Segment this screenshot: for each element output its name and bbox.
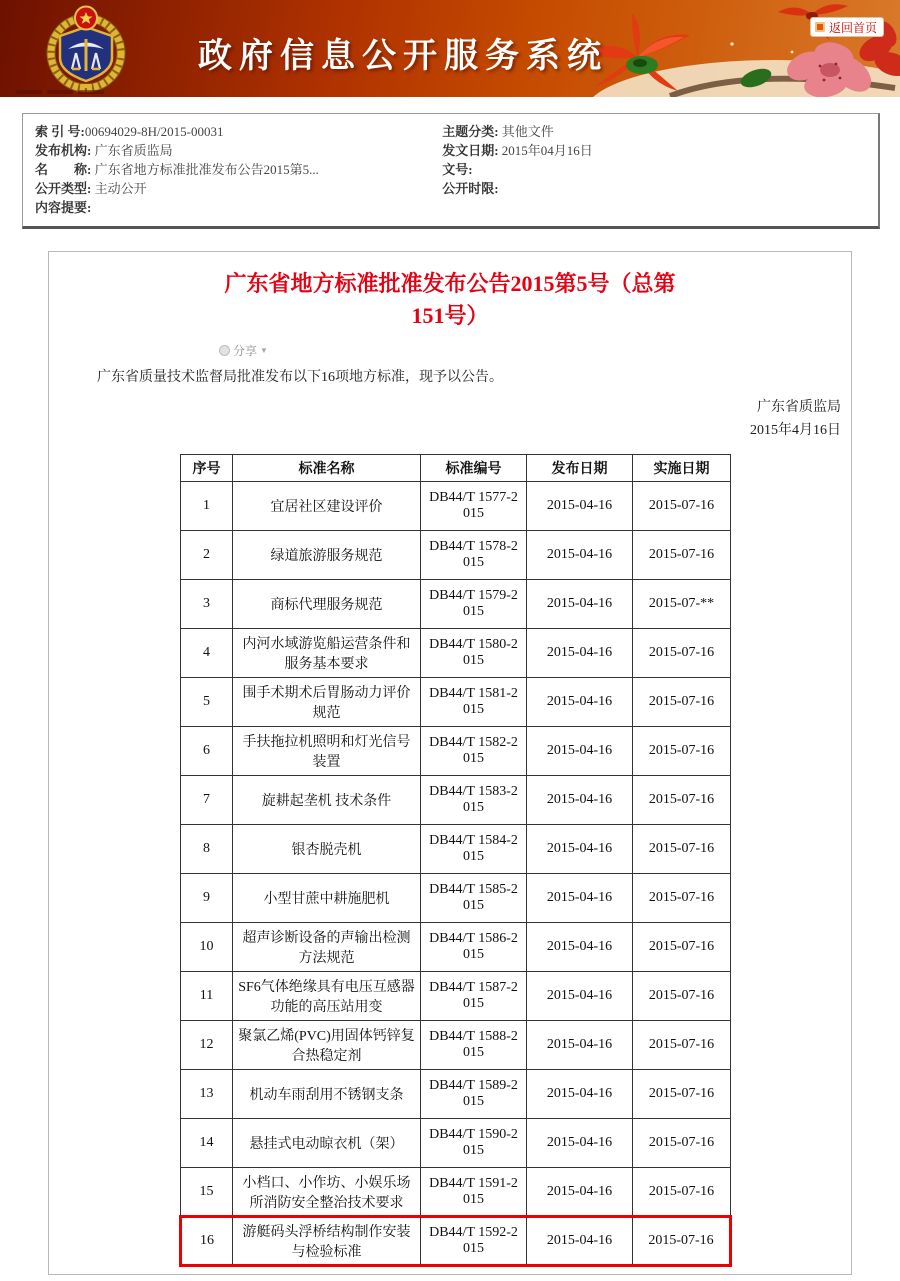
row-seq: 3 bbox=[181, 580, 233, 629]
implement-date: 2015-07-16 bbox=[633, 1168, 731, 1217]
standard-code: DB44/T 1591-2015 bbox=[421, 1168, 527, 1217]
standard-name: 宜居社区建设评价 bbox=[233, 482, 421, 531]
standard-name: SF6气体绝缘具有电压互感器功能的高压站用变 bbox=[233, 972, 421, 1021]
publish-date: 2015-04-16 bbox=[527, 629, 633, 678]
standard-name: 小型甘蔗中耕施肥机 bbox=[233, 874, 421, 923]
share-icon bbox=[219, 345, 230, 356]
return-home-label: 返回首页 bbox=[828, 20, 877, 35]
standard-name: 小档口、小作坊、小娱乐场所消防安全整治技术要求 bbox=[233, 1168, 421, 1217]
share-label: 分享 bbox=[233, 343, 258, 358]
publish-date: 2015-04-16 bbox=[527, 531, 633, 580]
meta-document-name: 名 称: 广东省地方标准批准发布公告2015第5... bbox=[35, 162, 319, 177]
table-row bbox=[181, 1168, 731, 1217]
meta-document-number: 文号: bbox=[442, 162, 473, 177]
row-seq: 7 bbox=[181, 776, 233, 825]
col-header-seq: 序号 bbox=[181, 455, 233, 482]
standard-name: 手扶拖拉机照明和灯光信号装置 bbox=[233, 727, 421, 776]
standard-name: 内河水域游览船运营条件和服务基本要求 bbox=[233, 629, 421, 678]
metadata-left-column bbox=[35, 122, 442, 217]
col-header-implement-date: 实施日期 bbox=[633, 455, 731, 482]
row-seq: 10 bbox=[181, 923, 233, 972]
table-row bbox=[181, 531, 731, 580]
implement-date: 2015-07-16 bbox=[633, 1021, 731, 1070]
row-seq: 5 bbox=[181, 678, 233, 727]
article-content-panel bbox=[48, 251, 852, 1275]
row-seq: 15 bbox=[181, 1168, 233, 1217]
meta-topic-category: 主题分类: 其他文件 bbox=[442, 124, 554, 139]
publish-date: 2015-04-16 bbox=[527, 482, 633, 531]
standards-table bbox=[179, 454, 732, 1267]
implement-date: 2015-07-16 bbox=[633, 923, 731, 972]
document-metadata-panel bbox=[22, 113, 880, 229]
standard-code: DB44/T 1580-2015 bbox=[421, 629, 527, 678]
table-row bbox=[181, 972, 731, 1021]
implement-date: 2015-07-16 bbox=[633, 531, 731, 580]
implement-date: 2015-07-16 bbox=[633, 727, 731, 776]
standard-name: 旋耕起垄机 技术条件 bbox=[233, 776, 421, 825]
table-row bbox=[181, 776, 731, 825]
table-row bbox=[181, 580, 731, 629]
row-seq: 2 bbox=[181, 531, 233, 580]
col-header-standard-name: 标准名称 bbox=[233, 455, 421, 482]
site-header bbox=[0, 0, 900, 97]
implement-date: 2015-07-16 bbox=[633, 1119, 731, 1168]
standard-code: DB44/T 1583-2015 bbox=[421, 776, 527, 825]
row-seq: 11 bbox=[181, 972, 233, 1021]
implement-date: 2015-07-16 bbox=[633, 482, 731, 531]
table-header-row bbox=[181, 455, 731, 482]
agency-emblem-logo bbox=[42, 5, 130, 93]
implement-date: 2015-07-16 bbox=[633, 874, 731, 923]
publish-date: 2015-04-16 bbox=[527, 1168, 633, 1217]
publish-date: 2015-04-16 bbox=[527, 1070, 633, 1119]
publish-date: 2015-04-16 bbox=[527, 580, 633, 629]
meta-index-number: 索 引 号:00694029-8H/2015-00031 bbox=[35, 124, 224, 139]
row-seq: 6 bbox=[181, 727, 233, 776]
implement-date: 2015-07-16 bbox=[633, 1217, 731, 1266]
table-row bbox=[181, 1070, 731, 1119]
standard-code: DB44/T 1587-2015 bbox=[421, 972, 527, 1021]
table-row bbox=[181, 629, 731, 678]
col-header-publish-date: 发布日期 bbox=[527, 455, 633, 482]
standard-code: DB44/T 1589-2015 bbox=[421, 1070, 527, 1119]
return-home-button[interactable] bbox=[810, 17, 884, 37]
standard-code: DB44/T 1585-2015 bbox=[421, 874, 527, 923]
standard-name: 绿道旅游服务规范 bbox=[233, 531, 421, 580]
implement-date: 2015-07-16 bbox=[633, 678, 731, 727]
implement-date: 2015-07-16 bbox=[633, 776, 731, 825]
signature-block bbox=[49, 396, 841, 442]
standard-name: 银杏脱壳机 bbox=[233, 825, 421, 874]
meta-issuing-agency: 发布机构: 广东省质监局 bbox=[35, 143, 173, 158]
meta-disclosure-period: 公开时限: bbox=[442, 181, 499, 196]
standard-code: DB44/T 1588-2015 bbox=[421, 1021, 527, 1070]
publish-date: 2015-04-16 bbox=[527, 727, 633, 776]
share-button[interactable] bbox=[219, 342, 289, 359]
kapok-flowers-decoration bbox=[560, 0, 900, 97]
standard-name: 悬挂式电动晾衣机（架） bbox=[233, 1119, 421, 1168]
table-row bbox=[181, 678, 731, 727]
publish-date: 2015-04-16 bbox=[527, 1021, 633, 1070]
standard-code: DB44/T 1579-2015 bbox=[421, 580, 527, 629]
implement-date: 2015-07-16 bbox=[633, 825, 731, 874]
table-row bbox=[181, 874, 731, 923]
implement-date: 2015-07-16 bbox=[633, 1070, 731, 1119]
announcement-title: 广东省地方标准批准发布公告2015第5号（总第151号） bbox=[224, 271, 676, 328]
table-row bbox=[181, 1021, 731, 1070]
publish-date: 2015-04-16 bbox=[527, 972, 633, 1021]
row-seq: 16 bbox=[181, 1217, 233, 1266]
standard-name: 商标代理服务规范 bbox=[233, 580, 421, 629]
col-header-standard-code: 标准编号 bbox=[421, 455, 527, 482]
standard-name: 超声诊断设备的声输出检测方法规范 bbox=[233, 923, 421, 972]
standard-name: 机动车雨刮用不锈钢支条 bbox=[233, 1070, 421, 1119]
row-seq: 12 bbox=[181, 1021, 233, 1070]
publish-date: 2015-04-16 bbox=[527, 923, 633, 972]
row-seq: 8 bbox=[181, 825, 233, 874]
publish-date: 2015-04-16 bbox=[527, 1217, 633, 1266]
standard-code: DB44/T 1590-2015 bbox=[421, 1119, 527, 1168]
meta-disclosure-type: 公开类型: 主动公开 bbox=[35, 181, 147, 196]
table-row bbox=[181, 482, 731, 531]
standard-code: DB44/T 1584-2015 bbox=[421, 825, 527, 874]
header-fineprint-marks bbox=[16, 90, 104, 94]
issue-date: 2015年4月16日 bbox=[750, 423, 841, 439]
standard-name: 围手术期术后胃肠动力评价规范 bbox=[233, 678, 421, 727]
implement-date: 2015-07-16 bbox=[633, 629, 731, 678]
row-seq: 1 bbox=[181, 482, 233, 531]
publish-date: 2015-04-16 bbox=[527, 825, 633, 874]
row-seq: 4 bbox=[181, 629, 233, 678]
implement-date: 2015-07-16 bbox=[633, 972, 731, 1021]
meta-content-summary: 内容提要: bbox=[35, 200, 92, 215]
site-title: 政府信息公开服务系统 bbox=[198, 37, 608, 75]
announcement-body-text: 广东省质量技术监督局批准发布以下16项地方标准，现予以公告。 bbox=[97, 369, 503, 385]
publish-date: 2015-04-16 bbox=[527, 1119, 633, 1168]
standard-code: DB44/T 1578-2015 bbox=[421, 531, 527, 580]
row-seq: 13 bbox=[181, 1070, 233, 1119]
meta-issue-date: 发文日期: 2015年04月16日 bbox=[442, 143, 593, 158]
standard-code: DB44/T 1592-2015 bbox=[421, 1217, 527, 1266]
chevron-down-icon: ▼ bbox=[260, 345, 268, 355]
home-icon bbox=[815, 22, 825, 32]
row-seq: 14 bbox=[181, 1119, 233, 1168]
row-seq: 9 bbox=[181, 874, 233, 923]
table-row bbox=[181, 1217, 731, 1266]
standard-code: DB44/T 1577-2015 bbox=[421, 482, 527, 531]
publish-date: 2015-04-16 bbox=[527, 874, 633, 923]
standard-name: 聚氯乙烯(PVC)用固体钙锌复合热稳定剂 bbox=[233, 1021, 421, 1070]
standard-code: DB44/T 1581-2015 bbox=[421, 678, 527, 727]
table-row bbox=[181, 1119, 731, 1168]
metadata-right-column bbox=[442, 122, 866, 217]
issuer-name: 广东省质监局 bbox=[757, 400, 841, 416]
table-row bbox=[181, 825, 731, 874]
implement-date: 2015-07-** bbox=[633, 580, 731, 629]
table-row bbox=[181, 727, 731, 776]
standard-code: DB44/T 1586-2015 bbox=[421, 923, 527, 972]
publish-date: 2015-04-16 bbox=[527, 776, 633, 825]
standard-code: DB44/T 1582-2015 bbox=[421, 727, 527, 776]
publish-date: 2015-04-16 bbox=[527, 678, 633, 727]
standard-name: 游艇码头浮桥结构制作安装与检验标准 bbox=[233, 1217, 421, 1266]
table-row bbox=[181, 923, 731, 972]
standards-table-body bbox=[181, 482, 731, 1266]
